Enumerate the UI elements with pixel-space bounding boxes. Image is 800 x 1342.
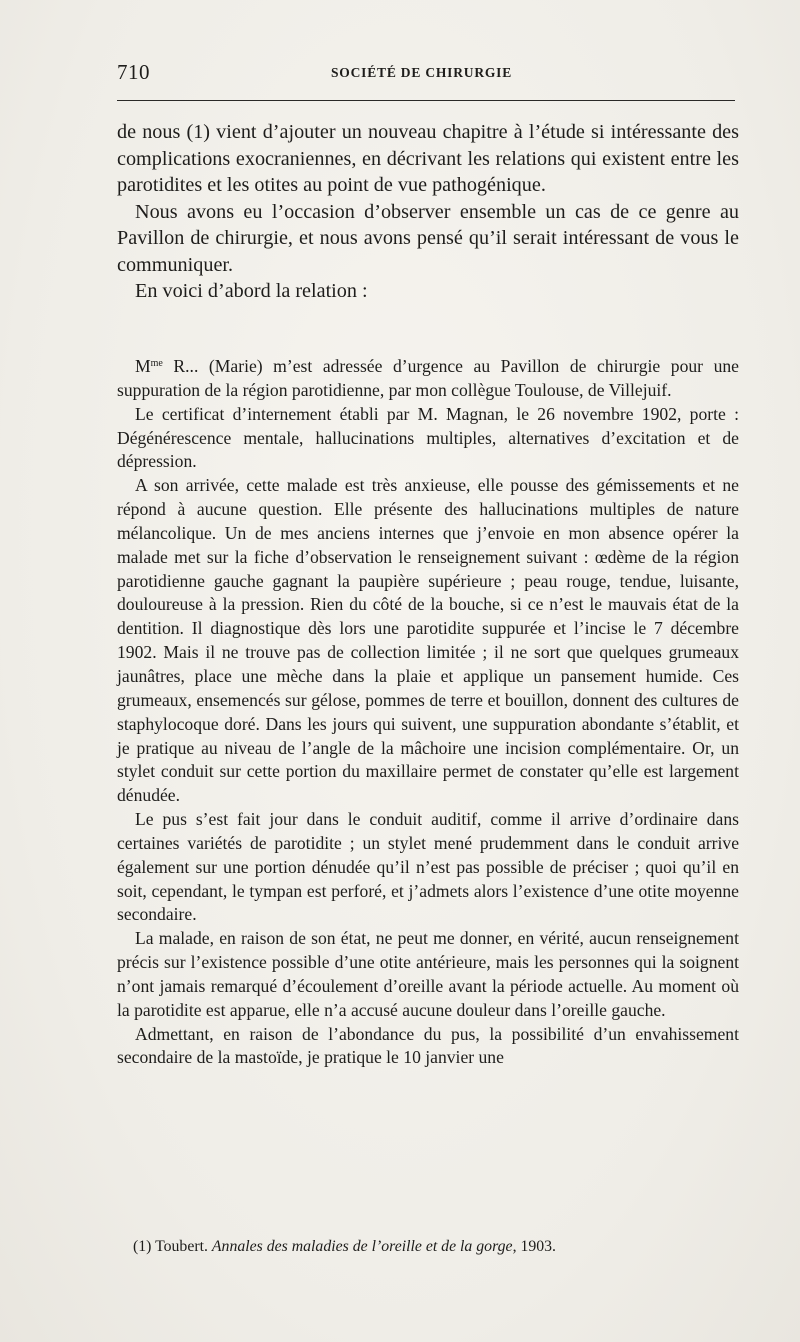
case-paragraph-3: A son arrivée, cette malade est très anxieuse, elle pousse des gémissements et ne répond à aucune question. Elle présente des hallucinations multiples de nature mélancolique. Un de mes anciens internes que j’envoie en mon absence opérer la malade met sur la fiche d’observation le renseignement suivant : œdème de la région parotidienne gauche gagnant la paupière supérieure ; peau rouge, tendue, luisante, douloureuse à la pression. Rien du côté de la bouche, si ce n’est le mauvais état de la dentition. Il diagnostique dès lors une parotidite suppurée et l’incise le 7 décembre 1902. Mais il ne trouve pas de collection limitée ; il ne sort que quelques grumeaux jaunâtres, place une mèche dans la plaie et applique un pansement humide. Ces grumeaux, ensemencés sur gélose, pommes de terre et bouillon, donnent des cultures de staphylocoque doré. Dans les jours qui suivent, une suppuration abondante s’établit, et je pratique au niveau de l’angle de la mâchoire une incision complémentaire. Or, un stylet conduit sur cette portion du maxillaire permet de constater qu’elle est largement dénudée. xyxy=(117,475,739,806)
intro-paragraph-1: de nous (1) vient d’ajouter un nouveau chapitre à l’étude si intéressante des complications exocraniennes, en décrivant les relations qui existent entre les parotidites et les otites au point de vue pathogénique. xyxy=(117,121,739,196)
header-rule xyxy=(117,100,735,101)
running-head: SOCIÉTÉ DE CHIRURGIE xyxy=(331,65,513,80)
intro-paragraph-2: Nous avons eu l’occasion d’observer ensemble un cas de ce genre au Pavillon de chirurgie, et nous avons pensé qu’il serait intéressant de vous le communiquer. xyxy=(117,200,739,276)
case-title-prefix: M xyxy=(135,356,151,376)
intro-section xyxy=(117,119,739,305)
intro-paragraph-3: En voici d’abord la relation : xyxy=(135,280,368,302)
case-paragraph-5: La malade, en raison de son état, ne peut me donner, en vérité, aucun renseignement précis sur l’existence possible d’une otite antérieure, mais les personnes qui la soignent n’ont jamais remarqué d’écoulement d’oreille avant la période actuelle. Au moment où la parotidite est apparue, elle n’a accusé aucune douleur dans l’oreille gauche. xyxy=(117,928,739,1020)
footnote-journal-title: Annales des maladies de l’oreille et de la gorge xyxy=(211,1238,513,1255)
page-header xyxy=(117,60,735,90)
case-paragraph-2: Le certificat d’internement établi par M. Magnan, le 26 novembre 1902, porte : Dégénérescence mentale, hallucinations multiples, alternatives d’excitation et de dépression. xyxy=(117,403,739,472)
footnote xyxy=(133,1237,743,1257)
page-number: 710 xyxy=(117,60,150,84)
case-report-section xyxy=(117,355,739,1070)
case-paragraph-1-text: R... (Marie) m’est adressée d’urgence au Pavillon de chirurgie pour une suppuration de la région parotidienne, par mon collègue Toulouse, de Villejuif. xyxy=(117,356,739,400)
case-title-superscript: me xyxy=(150,358,163,369)
case-paragraph-4: Le pus s’est fait jour dans le conduit auditif, comme il arrive d’ordinaire dans certaines variétés de parotidite ; un stylet mené prudemment dans le conduit arrive également sur une portion dénudée qu’il n’est pas possible de préciser ; quoi qu’il en soit, cependant, le tympan est perforé, et j’admets alors l’existence d’une otite moyenne secondaire. xyxy=(117,809,739,925)
case-paragraph-6: Admettant, en raison de l’abondance du pus, la possibilité d’un envahissement secondaire de la mastoïde, je pratique le 10 janvier une xyxy=(117,1023,739,1068)
footnote-year: , 1903. xyxy=(512,1238,557,1255)
case-paragraph-1 xyxy=(117,355,739,403)
footnote-marker: (1) Toubert. xyxy=(133,1238,212,1255)
